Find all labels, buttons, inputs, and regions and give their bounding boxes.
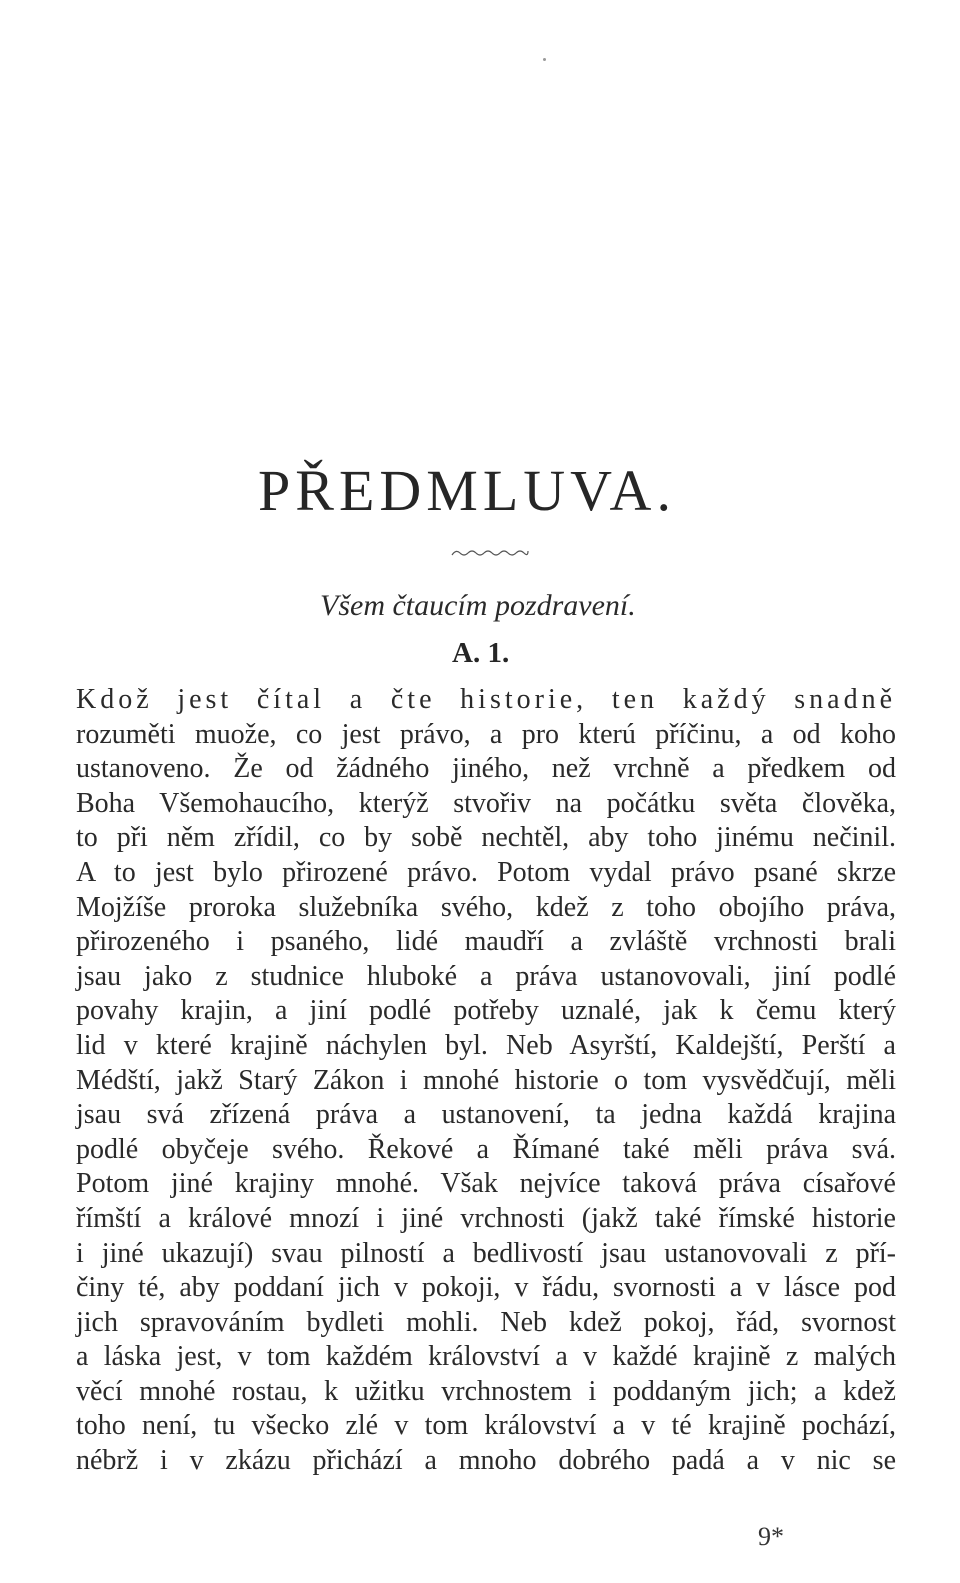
- greeting-line: Všem čtaucím pozdravení.: [320, 589, 636, 622]
- section-label: A. 1.: [452, 637, 510, 669]
- text-line: rozuměti muože, co jest právo, a pro kterú příčinu, a od koho: [76, 718, 896, 750]
- text-line: nébrž i v zkázu přichází a mnoho dobrého padá a v nic se: [76, 1445, 896, 1477]
- wavy-ornament-divider: [450, 548, 530, 558]
- text-line: činy té, aby poddaní jich v pokoji, v řádu, svornosti a v lásce pod: [76, 1272, 896, 1304]
- text-line: A to jest bylo přirozené právo. Potom vydal právo psané skrze: [76, 856, 896, 888]
- text-line: podlé obyčeje svého. Řekové a Římané také měli práva svá.: [76, 1133, 896, 1165]
- text-line: to při něm zřídil, co by sobě nechtěl, aby toho jinému nečinil.: [76, 822, 896, 854]
- text-line: i jiné ukazují) svau pilností a bedlivostí jsau ustanovovali z pří-: [76, 1237, 896, 1269]
- page-number: 9*: [758, 1522, 784, 1551]
- text-line: povahy krajin, a jiní podlé potřeby uznalé, jak k čemu který: [76, 995, 896, 1027]
- text-line: Boha Všemohaucího, kterýž stvořiv na počátku světa člověka,: [76, 787, 896, 819]
- body-paragraph: [76, 683, 896, 1479]
- text-line: toho není, tu všecko zlé v tom království a v té krajině pochází,: [76, 1410, 896, 1442]
- page-title: PŘEDMLUVA.: [258, 458, 676, 523]
- text-line: římští a králové mnozí i jiné vrchnosti (jakž také římské historie: [76, 1202, 896, 1234]
- text-line: jsau svá zřízená práva a ustanovení, ta jedna každá krajina: [76, 1099, 896, 1131]
- text-line: ustanoveno. Že od žádného jiného, než vrchně a předkem od: [76, 753, 896, 785]
- print-speck: [543, 58, 546, 61]
- text-line: Kdož jest čítal a čte historie, ten každý snadně: [76, 684, 896, 715]
- text-line: jsau jako z studnice hluboké a práva ustanovovali, jiní podlé: [76, 960, 896, 992]
- text-line: lid v které krajině náchylen byl. Neb Asyrští, Kaldejští, Perští a: [76, 1029, 896, 1061]
- text-line: a láska jest, v tom každém království a v každé krajině z malých: [76, 1341, 896, 1373]
- text-line: jich spravováním bydleti mohli. Neb kdež pokoj, řád, svornost: [76, 1306, 896, 1338]
- text-line: přirozeného i psaného, lidé maudří a zvláště vrchnosti brali: [76, 926, 896, 958]
- text-line: Médští, jakž Starý Zákon i mnohé historie o tom vysvědčují, měli: [76, 1064, 896, 1096]
- text-line: Potom jiné krajiny mnohé. Však nejvíce taková práva císařové: [76, 1168, 896, 1200]
- text-line: věcí mnohé rostau, k užitku vrchnostem i poddaným jich; a kdež: [76, 1375, 896, 1407]
- text-line: Mojžíše proroka služebníka svého, kdež z toho obojího práva,: [76, 891, 896, 923]
